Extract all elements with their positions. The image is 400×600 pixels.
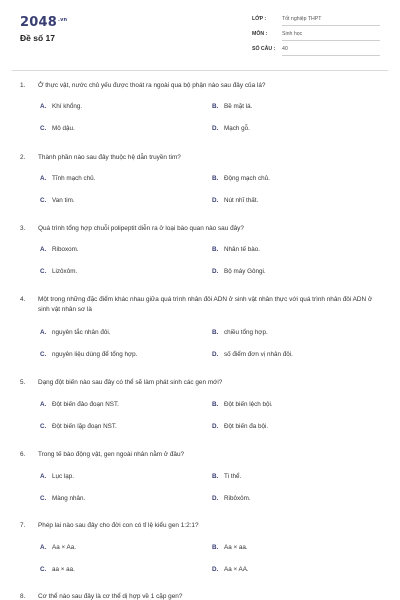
question-text: Thành phần nào sau đây thuộc hệ dẫn truyền tim? [38, 154, 181, 161]
option-letter: C. [40, 268, 47, 275]
option-text: Aa × Aa. [52, 544, 76, 551]
option-letter: A. [40, 329, 47, 336]
meta-key: MÔN : [252, 31, 268, 37]
meta-subject [252, 31, 380, 42]
option-text: chiều tổng hợp. [224, 329, 268, 336]
option-letter: B. [212, 544, 219, 551]
meta-key: LỚP : [252, 16, 267, 22]
option-text: Lục lạp. [52, 473, 75, 480]
question-text: Trong tế bào động vật, gen ngoài nhân nằm ở đâu? [38, 451, 185, 458]
option-text: nguyên liệu dùng để tổng hợp. [52, 351, 138, 358]
option-text: Nút nhĩ thất. [224, 197, 259, 204]
option-letter: D. [212, 351, 219, 358]
option-text: Riboxom. [52, 246, 79, 253]
question-number: 1. [20, 82, 26, 89]
exam-header [0, 0, 400, 70]
option-letter: C. [40, 351, 47, 358]
option-letter: D. [212, 566, 219, 573]
option-letter: A. [40, 175, 47, 182]
option-text: Màng nhân. [52, 495, 86, 502]
option-text: nguyên tắc nhân đôi. [52, 329, 111, 336]
option-text: Đột biến lệch bội. [224, 401, 273, 408]
option-letter: D. [212, 495, 219, 502]
option-text: Aa × AA. [224, 566, 249, 573]
option-letter: A. [40, 246, 47, 253]
option-letter: C. [40, 495, 47, 502]
option-text: Đột biến đảo đoạn NST. [52, 401, 119, 408]
meta-underline [282, 40, 380, 41]
option-letter: B. [212, 246, 219, 253]
question-text: Phép lai nào sau đây cho đời con có tỉ lệ kiểu gen 1:2:1? [38, 522, 199, 529]
site-logo[interactable] [20, 15, 67, 30]
option-text: aa × aa. [52, 566, 75, 573]
option-letter: D. [212, 268, 219, 275]
option-letter: A. [40, 544, 47, 551]
option-letter: C. [40, 566, 47, 573]
option-text: Tĩnh mạch chủ. [52, 175, 96, 182]
option-letter: B. [212, 473, 219, 480]
option-text: Mạch gỗ. [224, 125, 250, 132]
option-letter: A. [40, 103, 47, 110]
header-divider [12, 70, 388, 71]
option-text: Bộ máy Gôngi. [224, 268, 266, 275]
option-letter: B. [212, 103, 219, 110]
question-text: Cơ thể nào sau đây là cơ thể dị hợp về 1 cặp gen? [38, 593, 183, 600]
question-text: Ở thực vật, nước chủ yếu được thoát ra ngoài qua bộ phận nào sau đây của lá? [38, 82, 266, 89]
option-text: số điểm đơn vị nhân đôi. [224, 351, 293, 358]
option-letter: B. [212, 401, 219, 408]
question-number: 8. [20, 593, 26, 600]
option-text: Động mạch chủ. [224, 175, 270, 182]
option-text: Aa × aa. [224, 544, 248, 551]
option-text: Ti thể. [224, 473, 242, 480]
option-letter: C. [40, 423, 47, 430]
option-letter: B. [212, 329, 219, 336]
option-text: Đột biến lặp đoạn NST. [52, 423, 117, 430]
meta-underline [282, 25, 380, 26]
option-letter: A. [40, 473, 47, 480]
question-number: 4. [20, 296, 26, 303]
meta-value: 40 [282, 46, 288, 52]
meta-value: Sinh học [282, 31, 303, 37]
option-letter: D. [212, 423, 219, 430]
option-text: Lizôxôm. [52, 268, 78, 275]
option-letter: D. [212, 125, 219, 132]
meta-key: SỐ CÂU : [252, 46, 276, 52]
option-letter: B. [212, 175, 219, 182]
option-text: Bề mặt lá. [224, 103, 253, 110]
exam-title: Đề số 17 [20, 33, 55, 43]
question-number: 6. [20, 451, 26, 458]
question-text: Một trong những đặc điểm khác nhau giữa quá trình nhân đôi ADN ở sinh vật nhân thực với quá trình nhân đôi ADN ở sinh vật nhân sơ là [38, 296, 373, 313]
meta-question-count [252, 46, 380, 57]
logo-suffix: .vn [57, 16, 68, 23]
meta-underline [282, 55, 380, 56]
question-text: Dạng đột biến nào sau đây có thể sẽ làm phát sinh các gen mới? [38, 379, 223, 386]
logo-text: 2048 [20, 15, 57, 30]
option-text: Van tim. [52, 197, 75, 204]
option-text: Khí khổng. [52, 103, 83, 110]
option-letter: A. [40, 401, 47, 408]
meta-class [252, 16, 380, 27]
question-number: 7. [20, 522, 26, 529]
option-text: Mô dậu. [52, 125, 75, 132]
question-text: Quá trình tổng hợp chuỗi polipeptit diễn ra ở loại bào quan nào sau đây? [38, 225, 244, 232]
option-letter: D. [212, 197, 219, 204]
option-text: Đột biến đa bội. [224, 423, 269, 430]
option-letter: C. [40, 125, 47, 132]
option-letter: C. [40, 197, 47, 204]
question-number: 2. [20, 154, 26, 161]
option-text: Nhân tế bào. [224, 246, 261, 253]
question-number: 3. [20, 225, 26, 232]
meta-value: Tốt nghiệp THPT [282, 16, 322, 22]
option-text: Ribôxôm. [224, 495, 251, 502]
question-number: 5. [20, 379, 26, 386]
